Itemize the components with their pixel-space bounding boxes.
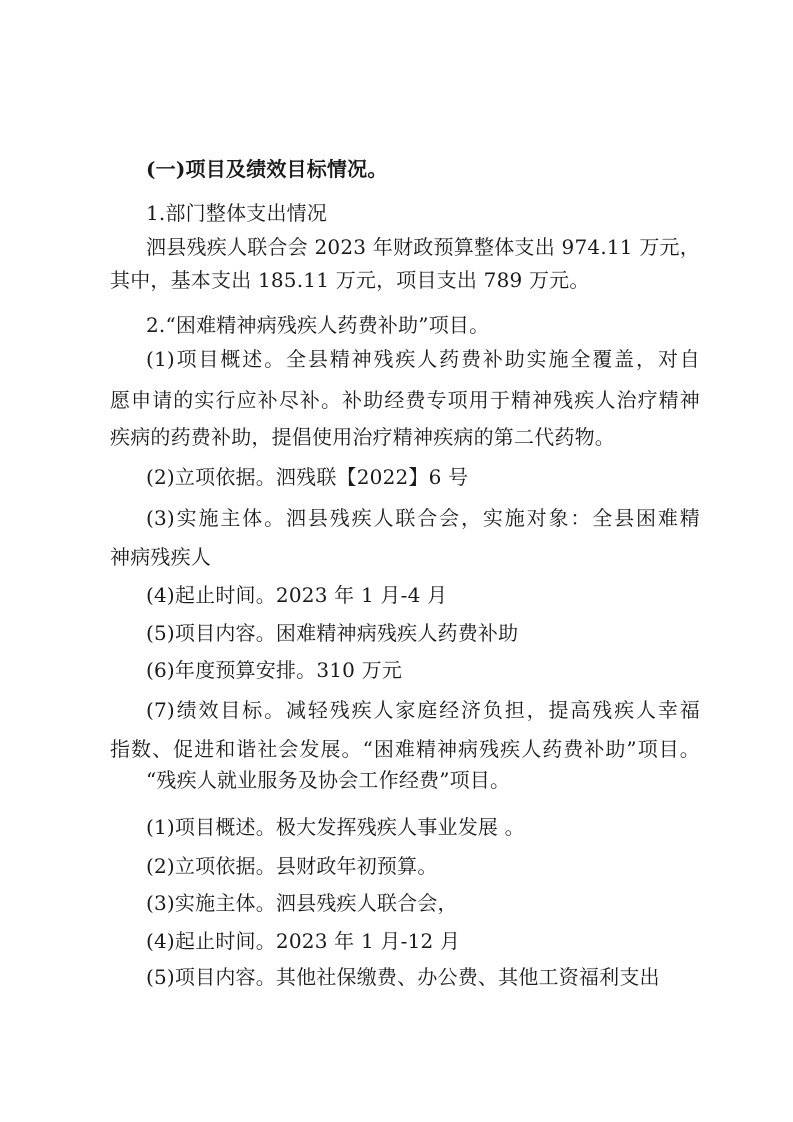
paragraph-line: 神病残疾人 <box>110 545 211 569</box>
list-item: (1)项目概述。极大发挥残疾人事业发展 。 <box>146 815 525 839</box>
list-item: (3)实施主体。泗县残疾人联合会，实施对象：全县困难精 <box>146 506 700 530</box>
paragraph-line: (1)项目概述。全县精神残疾人药费补助实施全覆盖，对自 <box>146 347 700 371</box>
subsection-title: 1.部门整体支出情况 <box>146 201 328 225</box>
list-item: (6)年度预算安排。310 万元 <box>146 658 403 682</box>
list-item: (3)实施主体。泗县残疾人联合会， <box>146 891 458 915</box>
list-item: (2)立项依据。县财政年初预算。 <box>146 854 438 878</box>
paragraph-line: 其中，基本支出 185.11 万元，项目支出 789 万元。 <box>110 268 590 292</box>
section-heading: (一)项目及绩效目标情况。 <box>146 157 388 181</box>
paragraph-line: 愿申请的实行应补尽补。补助经费专项用于精神残疾人治疗精神 <box>110 388 700 412</box>
subsection-title: 2.“困难精神病残疾人药费补助”项目。 <box>146 313 490 337</box>
paragraph-line: 指数、促进和谐社会发展。“困难精神病残疾人药费补助”项目。 <box>110 737 700 761</box>
subsection-title: “残疾人就业服务及协会工作经费”项目。 <box>146 768 511 792</box>
list-item: (5)项目内容。困难精神病残疾人药费补助 <box>146 621 519 645</box>
paragraph-line: 泗县残疾人联合会 2023 年财政预算整体支出 974.11 万元， <box>146 235 700 259</box>
paragraph-line: 疾病的药费补助，提倡使用治疗精神疾病的第二代药物。 <box>110 425 615 449</box>
list-item: (4)起止时间。2023 年 1 月-12 月 <box>146 929 461 953</box>
list-item: (2)立项依据。泗残联【2022】6 号 <box>146 465 469 489</box>
list-item: (7)绩效目标。减轻残疾人家庭经济负担，提高残疾人幸福 <box>146 698 700 722</box>
list-item: (5)项目内容。其他社保缴费、办公费、其他工资福利支出 <box>146 965 660 989</box>
list-item: (4)起止时间。2023 年 1 月-4 月 <box>146 583 448 607</box>
